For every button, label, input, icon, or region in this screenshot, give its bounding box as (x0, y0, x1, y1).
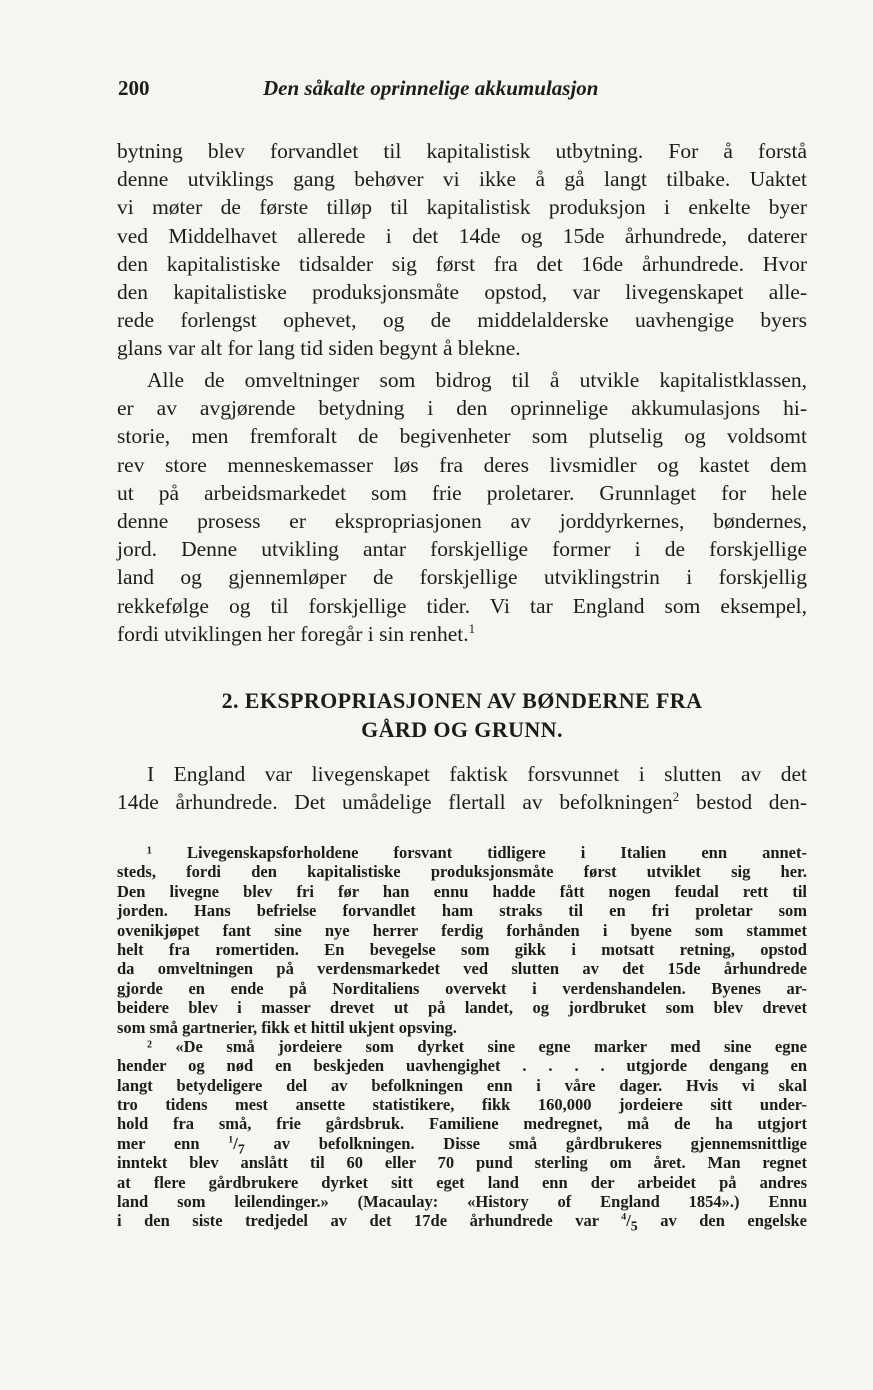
fraction-numerator: 1 (228, 1134, 234, 1146)
page-header (118, 76, 758, 110)
footnote-2-line: langt betydeligere del av befolkningen enn i våre dager. Hvis vi skal (117, 1075, 807, 1095)
text-fragment: fordi utviklingen her foregår i sin renhet. (117, 621, 469, 646)
footnote-1-line: ovenikjøpet fant sine nye herrer ferdig forhånden i byene som stammet (117, 920, 807, 940)
paragraph-3 (117, 760, 807, 816)
fraction-denominator: 5 (630, 1218, 638, 1234)
text-line: glans var alt for lang tid siden begynt å blekne. (117, 336, 521, 361)
footnote-1-line: ¹ Livegenskapsforholdene forsvant tidligere i Italien enn annet- (147, 843, 807, 862)
text-line: storie, men fremforalt de begivenheter som plutselig og voldsomt (117, 424, 807, 449)
text-line: rev store menneskemasser løs fra deres livsmidler og kastet dem (117, 452, 807, 477)
footnote-ref: 1 (468, 621, 476, 636)
section-heading-line: GÅRD OG GRUNN. (361, 717, 563, 742)
text-fragment: bestod den- (679, 790, 807, 815)
text-line: land og gjennemløper de forskjellige utviklingstrin i forskjellig (117, 565, 807, 590)
footnote-2-line: tro tidens mest ansette statistikere, fikk 160,000 jordeiere sitt under- (117, 1095, 807, 1115)
footnote-2-line: hold fra små, frie gårdsbruk. Familiene medregnet, må de ha utgjort (117, 1114, 807, 1134)
running-title: Den såkalte oprinnelige akkumulasjon (263, 76, 599, 100)
text-line: den kapitalistiske produksjonsmåte opstod, var livegenskapet alle- (117, 279, 807, 304)
text-line (117, 620, 807, 648)
fraction-numerator: 4 (621, 1211, 627, 1223)
footnote-1-line: jorden. Hans befrielse forvandlet ham straks til en fri proletar som (117, 901, 807, 921)
text-line: jord. Denne utvikling antar forskjellige former i de forskjellige (117, 537, 807, 562)
section-heading-line: 2. EKSPROPRIASJONEN AV BØNDERNE FRA (221, 688, 703, 713)
fraction-denominator: 7 (237, 1141, 245, 1157)
footnote-1-line: som små gartnerier, fikk et hittil ukjent opsving. (117, 1017, 457, 1037)
text-line: rekkefølge og til forskjellige tider. Vi tar England som eksempel, (117, 593, 807, 618)
text-line: denne prosess er ekspropriasjonen av jorddyrkernes, bøndernes, (117, 508, 807, 533)
text-fragment: 14de århundrede. Det umådelige flertall av befolkningen (117, 790, 673, 815)
footnote-1-line: Den livegne blev fri før han ennu hadde fått nogen feudal rett til (117, 881, 807, 901)
text-line: rede forlengst ophevet, og de middelalderske uavhengige byers (117, 308, 807, 333)
footnote-2-line: at flere gårdbrukere dyrket sitt eget land enn der arbeidet på andres (117, 1172, 807, 1192)
footnote-1-line: helt fra romertiden. En bevegelse som gikk i motsatt retning, opstod (117, 939, 807, 959)
footnote-1-line: gjorde en ende på Norditaliens overvekt i verdenshandelen. Byenes ar- (117, 978, 807, 998)
section-heading (117, 686, 807, 744)
text-line: vi møter de første tilløp til kapitalistisk produksjon i enkelte byer (117, 195, 807, 220)
text-line: ut på arbeidsmarkedet som frie proletarer. Grunnlaget for hele (117, 480, 807, 505)
text-line (117, 788, 807, 816)
footnote-2-line: hender og nød en beskjeden uavhengighet . . . . utgjorde dengang en (117, 1056, 807, 1076)
footnote-2-line: ² «De små jordeiere som dyrket sine egne marker med sine egne (147, 1036, 807, 1056)
text-line: denne utviklings gang behøver vi ikke å gå langt tilbake. Uaktet (117, 167, 807, 192)
paragraph-2 (117, 366, 807, 648)
footnote-2-line: inntekt blev anslått til 60 eller 70 pund sterling om året. Man regnet (117, 1153, 807, 1173)
text-fragment: av den engelske (637, 1211, 807, 1231)
footnote-1-line: steds, fordi den kapitalistiske produksjonsmåte først utviklet sig her. (117, 862, 807, 882)
footnotes (117, 843, 807, 1234)
text-fragment: i den siste tredjedel av det 17de århundrede var (117, 1211, 622, 1231)
text-line: den kapitalistiske tidsalder sig først fra det 16de århundrede. Hvor (117, 251, 807, 276)
text-line: ved Middelhavet allerede i det 14de og 15de århundrede, daterer (117, 223, 807, 248)
footnote-2-line: mer enn $^1/_7$ av befolkningen. Disse små gårdbrukeres gjennemsnittlige (117, 1133, 807, 1157)
page-number: 200 (118, 76, 150, 100)
text-line: Alle de omveltninger som bidrog til å utvikle kapitalistklassen, (147, 368, 807, 392)
text-line: I England var livegenskapet faktisk forsvunnet i slutten av det (147, 762, 807, 786)
paragraph-1 (117, 137, 807, 363)
footnote-2-line: land som leilendinger.» (Macaulay: «History of England 1854».) Ennu (117, 1192, 807, 1212)
text-line: bytning blev forvandlet til kapitalistisk utbytning. For å forstå (117, 139, 807, 163)
footnote-2-line: i den siste tredjedel av det 17de århundrede var $^4/_5$ av den engelske (117, 1211, 807, 1234)
text-fragment: av befolkningen. Disse små gårdbrukeres gjennemsnittlige (244, 1133, 807, 1153)
footnote-ref: 2 (672, 790, 680, 805)
text-fragment: mer enn (117, 1133, 229, 1153)
footnote-1-line: da omveltningen på verdensmarkedet ved slutten av det 15de århundrede (117, 959, 807, 979)
footnote-1-line: beidere blev i masser drevet ut på landet, og jordbruket som blev drevet (117, 998, 807, 1018)
text-line: er av avgjørende betydning i den oprinnelige akkumulasjons hi- (117, 396, 807, 421)
